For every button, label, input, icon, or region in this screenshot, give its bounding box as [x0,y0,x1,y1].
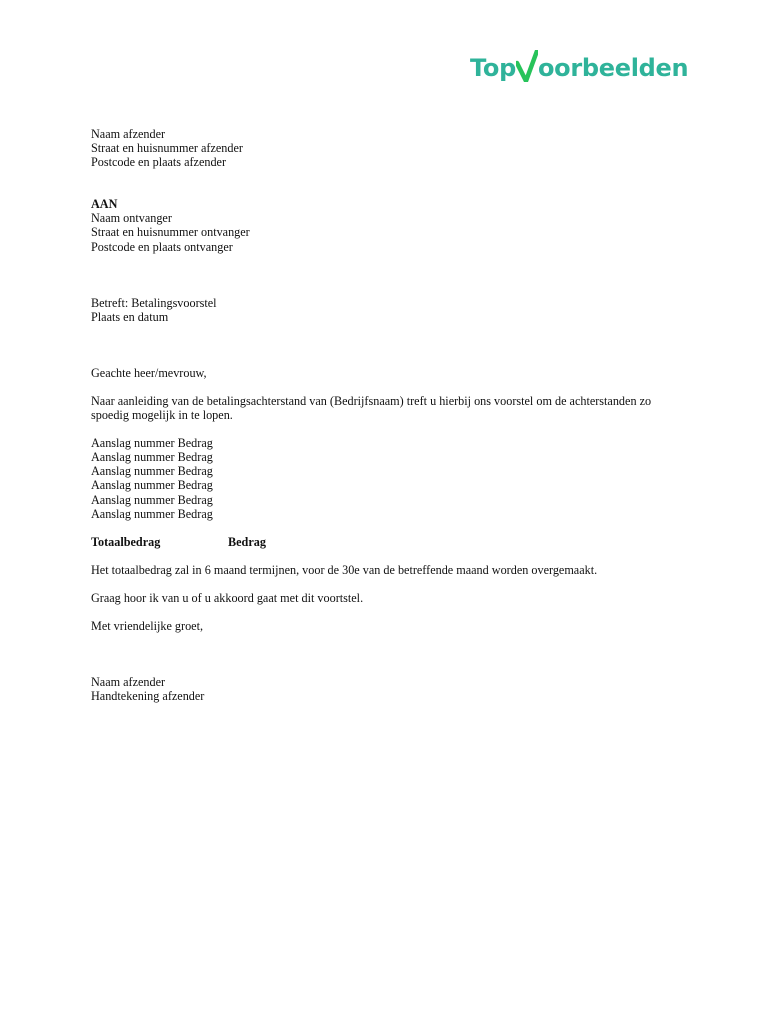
subject-line: Betreft: Betalingsvoorstel [91,295,217,310]
logo-v-checkmark-icon [516,50,538,82]
closing-line: Met vriendelijke groet, [91,618,204,633]
sender-city: Postcode en plaats afzender [91,155,227,170]
list-item: Aanslag nummer Bedrag [91,464,213,479]
signature-line: Handtekening afzender [91,689,205,704]
terms-paragraph: Het totaalbedrag zal in 6 maand termijnen, voor de 30e van de betreffende maand worden overgemaakt. [91,562,598,577]
subject-block [91,296,691,324]
place-date: Plaats en datum [91,309,169,324]
logo-text-oorbeelden: oorbeelden [537,54,689,82]
list-item: Aanslag nummer Bedrag [91,436,213,451]
signature-block [91,675,691,703]
logo-text-top: Top [470,54,516,82]
letter-document [91,127,691,703]
recipient-name: Naam ontvanger [91,211,172,226]
list-item: Aanslag nummer Bedrag [91,492,213,507]
recipient-city: Postcode en plaats ontvanger [91,239,233,254]
recipient-heading: AAN [91,197,118,212]
topvoorbeelden-logo [470,40,688,80]
list-item: Aanslag nummer Bedrag [91,506,213,521]
list-item: Aanslag nummer Bedrag [91,478,213,493]
total-value: Bedrag [228,534,266,549]
salutation: Geachte heer/mevrouw, [91,365,207,380]
sender-name: Naam afzender [91,127,166,141]
request-paragraph: Graag hoor ik van u of u akkoord gaat met dit voortstel. [91,590,364,605]
sender-address-block [91,127,691,169]
intro-paragraph: Naar aanleiding van de betalingsachterstand van (Bedrijfsnaam) treft u hierbij ons voorstel om de achterstanden zo spoedig mogelijk in te lopen. [91,393,652,423]
recipient-address-block [91,197,691,253]
total-label: Totaalbedrag [91,534,161,549]
signature-name: Naam afzender [91,675,166,690]
total-row [91,535,691,549]
recipient-street: Straat en huisnummer ontvanger [91,225,250,240]
sender-street: Straat en huisnummer afzender [91,141,243,156]
assessment-list [91,436,691,521]
list-item: Aanslag nummer Bedrag [91,450,213,465]
